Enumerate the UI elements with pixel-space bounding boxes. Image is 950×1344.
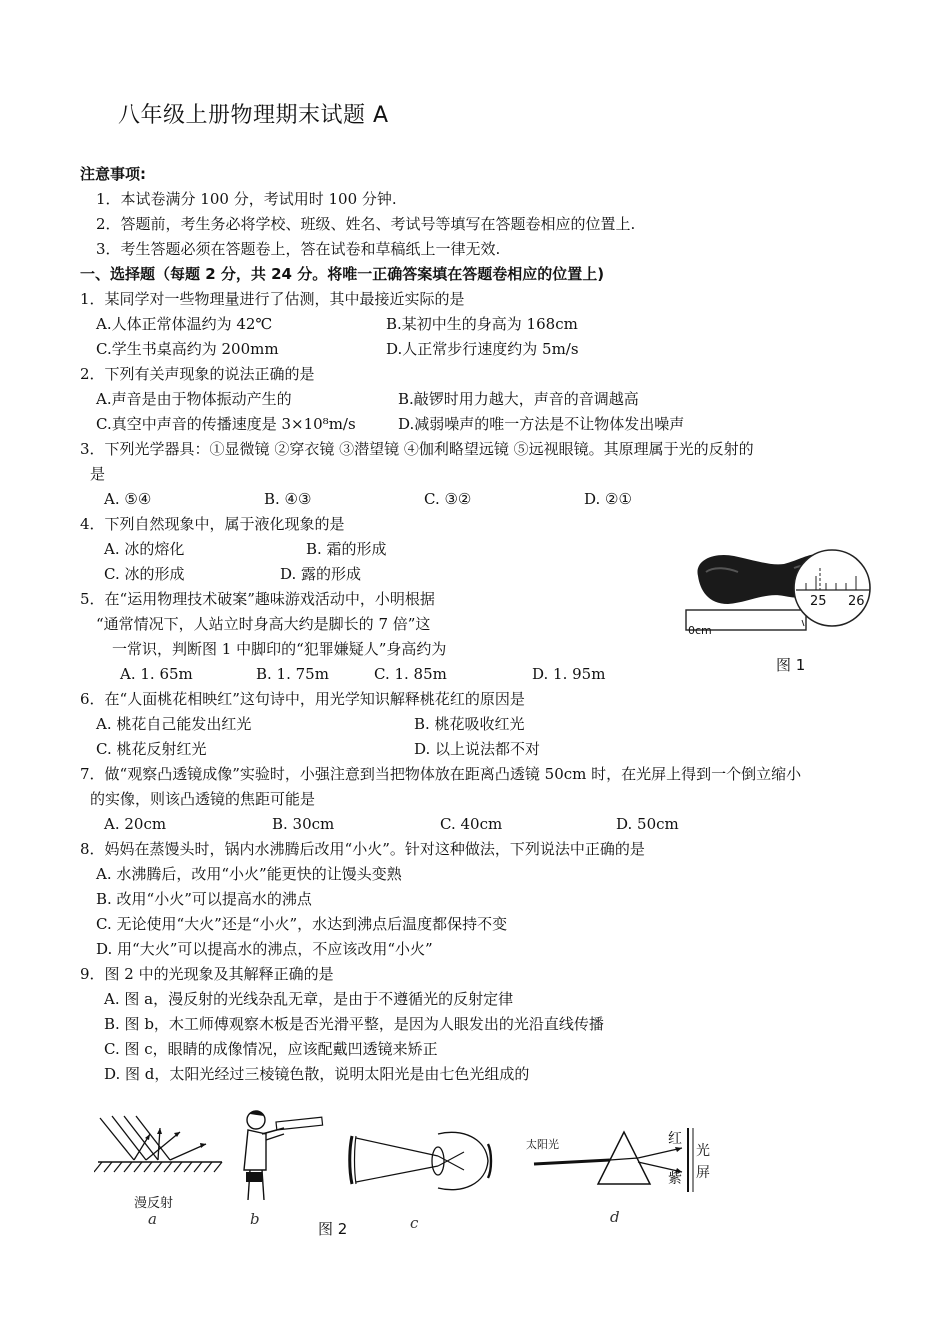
option-d: D. 图 d，太阳光经过三棱镜色散，说明太阳光是由七色光组成的 [104, 1065, 530, 1083]
option-b: B. 桃花吸收红光 [414, 715, 525, 733]
option-d: D. 以上说法都不对 [414, 740, 541, 758]
option-a: A. ⑤④ [104, 490, 152, 508]
page-title: 八年级上册物理期末试题 A [118, 103, 389, 128]
question-stem-cont: 一常识，判断图 1 中脚印的“犯罪嫌疑人”身高约为 [112, 640, 447, 658]
question-stem: 1．某同学对一些物理量进行了估测，其中最接近实际的是 [80, 290, 465, 308]
question-stem: 6．在“人面桃花相映红”这句诗中，用光学知识解释桃花红的原因是 [80, 690, 525, 708]
question-stem-cont: 是 [90, 465, 106, 483]
figure-2-caption: 图 2 [318, 1220, 348, 1238]
red-label: 红 [668, 1131, 682, 1147]
section-heading: 一、选择题（每题 2 分，共 24 分。将唯一正确答案填在答题卷相应的位置上) [80, 265, 605, 283]
option-b: B.敲锣时用力越大，声音的音调越高 [398, 390, 639, 408]
option-d: D. 用“大火”可以提高水的沸点，不应该改用“小火” [96, 940, 433, 958]
sunlight-label: 太阳光 [526, 1138, 559, 1151]
option-c: C. 冰的形成 [104, 565, 185, 583]
mag-label-26: 26 [848, 594, 865, 609]
option-d: D. 1. 95m [532, 665, 606, 683]
option-b: B. 1. 75m [256, 665, 329, 683]
diffuse-label: 漫反射 [134, 1196, 174, 1211]
question-stem-cont: “通常情况下，人站立时身高大约是脚长的 7 倍”这 [96, 615, 431, 633]
sub-label-a: a [148, 1210, 157, 1228]
option-b: B.某初中生的身高为 168cm [386, 315, 578, 333]
figure-2c-eye [346, 1126, 496, 1198]
option-a: A. 20cm [104, 815, 167, 833]
notice-item: 1．本试卷满分 100 分，考试用时 100 分钟. [96, 190, 397, 208]
question-stem: 7．做“观察凸透镜成像”实验时，小强注意到当把物体放在距离凸透镜 50cm 时，在光屏上得到一个倒立缩小 [80, 765, 802, 783]
option-d: D. ②① [584, 490, 632, 508]
option-c: C.学生书桌高约为 200mm [96, 340, 279, 358]
sub-label-c: c [410, 1214, 419, 1232]
option-a: A.声音是由于物体振动产生的 [96, 390, 292, 408]
purple-label: 紫 [668, 1171, 682, 1187]
sub-label-d: d [610, 1208, 620, 1226]
option-a: A.人体正常体温约为 42℃ [96, 315, 273, 333]
notice-item: 2．答题前，考生务必将学校、班级、姓名、考试号等填写在答题卷相应的位置上. [96, 215, 636, 233]
option-c: C. 40cm [440, 815, 503, 833]
option-a: A. 1. 65m [120, 665, 193, 683]
option-c: C. 无论使用“大火”还是“小火”，水达到沸点后温度都保持不变 [96, 915, 508, 933]
mag-label-25: 25 [810, 594, 827, 609]
option-c: C. 1. 85m [374, 665, 447, 683]
option-a: A. 桃花自己能发出红光 [96, 715, 252, 733]
figure-2d-prism [520, 1124, 720, 1196]
option-a: A. 冰的熔化 [104, 540, 185, 558]
option-b: B. 图 b，木工师傅观察木板是否光滑平整，是因为人眼发出的光沿直线传播 [104, 1015, 604, 1033]
question-stem-cont: 的实像，则该凸透镜的焦距可能是 [90, 790, 316, 808]
option-b: B. 改用“小火”可以提高水的沸点 [96, 890, 312, 908]
screen-label-1: 光 [696, 1143, 710, 1159]
option-b: B. ④③ [264, 490, 312, 508]
option-a: A. 图 a，漫反射的光线杂乱无章，是由于不遵循光的反射定律 [104, 990, 514, 1008]
question-stem: 9．图 2 中的光现象及其解释正确的是 [80, 965, 334, 983]
notice-heading: 注意事项: [80, 165, 146, 183]
option-c: C.真空中声音的传播速度是 3×10⁸m/s [96, 415, 356, 433]
option-d: D. 露的形成 [280, 565, 362, 583]
figure-2b-carpenter [236, 1106, 326, 1202]
question-stem: 5．在“运用物理技术破案”趣味游戏活动中，小明根据 [80, 590, 435, 608]
figure-1-caption: 图 1 [776, 656, 806, 674]
option-d: D.减弱噪声的唯一方法是不让物体发出噪声 [398, 415, 685, 433]
notice-item: 3．考生答题必须在答题卷上，答在试卷和草稿纸上一律无效. [96, 240, 501, 258]
question-stem: 4．下列自然现象中，属于液化现象的是 [80, 515, 345, 533]
option-c: C. 图 c，眼睛的成像情况，应该配戴凹透镜来矫正 [104, 1040, 438, 1058]
option-d: D.人正常步行速度约为 5m/s [386, 340, 579, 358]
sub-label-b: b [250, 1210, 260, 1228]
ruler-zero-label: 0cm [688, 624, 712, 637]
screen-label-2: 屏 [696, 1165, 710, 1181]
option-a: A. 水沸腾后，改用“小火”能更快的让馒头变熟 [96, 865, 402, 883]
option-d: D. 50cm [616, 815, 679, 833]
option-c: C. 桃花反射红光 [96, 740, 207, 758]
option-b: B. 霜的形成 [306, 540, 387, 558]
question-stem: 8．妈妈在蒸馒头时，锅内水沸腾后改用“小火”。针对这种做法，下列说法中正确的是 [80, 840, 645, 858]
option-b: B. 30cm [272, 815, 335, 833]
option-c: C. ③② [424, 490, 472, 508]
question-stem: 2．下列有关声现象的说法正确的是 [80, 365, 315, 383]
question-stem: 3．下列光学器具：①显微镜 ②穿衣镜 ③潜望镜 ④伽利略望远镜 ⑤远视眼镜。其原理属于光的反射的 [80, 440, 754, 458]
figure-2a-diffuse-reflection [94, 1114, 226, 1190]
